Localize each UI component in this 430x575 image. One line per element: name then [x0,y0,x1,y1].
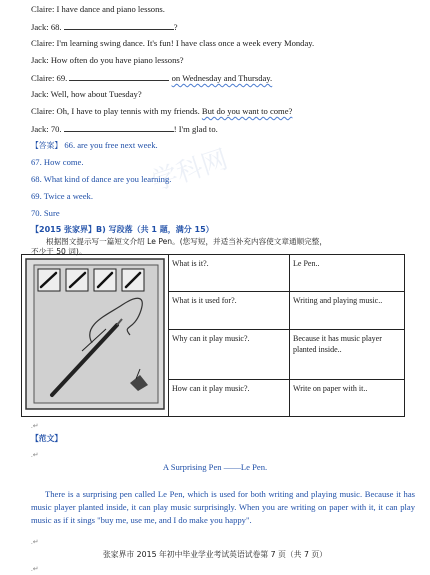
question-text: How can it play music? [172,383,248,393]
question-text: What is it used for? [172,296,235,306]
answer-cell: Le Pen.. [290,255,405,292]
pen-picture-cell [22,255,169,417]
speaker: Jack: [31,22,49,32]
instruction-text: 根据图文提示写一篇短文介绍 Le Pen。(您写短，并适当补充内容使文章通顺完整， [46,237,327,246]
dialogue-line-1 [31,4,165,15]
answer-text: Because it has music player planted inside. [293,333,382,354]
answer-text: Le Pen. [293,259,318,268]
question-text: What is it? [172,259,207,268]
writing-instruction [46,236,327,247]
answer-text: 66. are you free next week. [64,140,158,150]
line-text: Well, how about Tuesday? [50,89,142,99]
essay-body [31,488,415,527]
answer-text: Write on paper with it. [293,383,366,393]
essay-title [0,462,430,472]
watermark: 学科网 [148,144,232,198]
essay-text: There is a surprising pen called Le Pen, which is used for both writing and playing music. Because it has music player planted inside, it can play music surprisingly. When you are writing on paper with it, it can play music as if it sings "buy me, use me, and I do make you happy". [31,489,415,525]
essay-label [31,433,62,444]
writing-heading [31,224,214,235]
line-text: Oh, I have to play tennis with my friends. [56,106,200,116]
dialogue-line-6 [31,89,142,100]
page-footer [0,549,430,560]
dialogue-line-4 [31,55,184,66]
answer-label: 【答案】 [31,141,63,150]
answer-cell: Because it has music player planted inside.. [290,329,405,379]
answer-blank [64,21,174,30]
question-cell: How can it play music?. [169,379,290,416]
answer-text: 67. How come. [31,157,84,167]
line-text-underlined: But do you want to come? [201,106,293,116]
dialogue-line-3 [31,38,314,49]
answer-text: 70. Sure [31,208,60,218]
speaker: Claire: [31,106,55,116]
paragraph-mark: .↵ [31,538,39,546]
question-cell: What is it used for?. [169,292,290,329]
paragraph-mark: .↵ [31,422,39,430]
question-number: 70. [50,124,62,134]
speaker: Claire: [31,4,55,14]
speaker: Claire: [31,38,55,48]
question-cell: Why can it play music?. [169,329,290,379]
question-number: 69. [56,73,68,83]
answer-line-69 [31,191,93,202]
instruction-text: 不少于 50 词)。 [31,247,87,256]
dialogue-line-7 [31,106,292,117]
speaker: Jack: [31,89,49,99]
answer-cell: Writing and playing music.. [290,292,405,329]
answer-text: 68. What kind of dance are you learning. [31,174,172,184]
question-number: 68. [50,22,62,32]
answer-line-67 [31,157,84,168]
title-text: A Surprising Pen ——Le Pen. [162,462,268,472]
answer-cell: Write on paper with it.. [290,379,405,416]
line-text: How often do you have piano lessons? [50,55,184,65]
paragraph-mark: .↵ [31,565,39,573]
prompt-table [21,254,405,417]
answer-blank [64,123,174,132]
line-text: I'm learning swing dance. It's fun! I have class once a week every Monday. [56,38,315,48]
question-text: Why can it play music? [172,333,248,343]
dialogue-line-5 [31,72,272,84]
footer-text: 张家界市 2015 年初中毕业学业考试英语试卷第 7 页（共 7 页） [103,550,327,559]
question-cell: What is it?. [169,255,290,292]
answer-line-70 [31,208,60,219]
heading-text: 【2015 张家界】B) 写段落（共 1 题，满分 15） [31,225,214,234]
pen-illustration [22,255,168,413]
answer-blank [69,72,169,81]
line-text: I have dance and piano lessons. [56,4,165,14]
paragraph-mark: .↵ [31,451,39,459]
line-text: ! I'm glad to. [173,124,218,134]
dialogue-line-8 [31,123,218,135]
answer-text: Writing and playing music. [293,296,381,306]
answer-line-66 [31,140,158,151]
speaker: Claire: [31,73,55,83]
speaker: Jack: [31,55,49,65]
line-text: on Wednesday and Thursday. [171,73,273,83]
answer-line-68 [31,174,171,185]
dialogue-line-2 [31,21,178,33]
label-text: 【范文】 [31,434,63,443]
line-text: ? [173,22,178,32]
answer-text: 69. Twice a week. [31,191,93,201]
speaker: Jack: [31,124,49,134]
